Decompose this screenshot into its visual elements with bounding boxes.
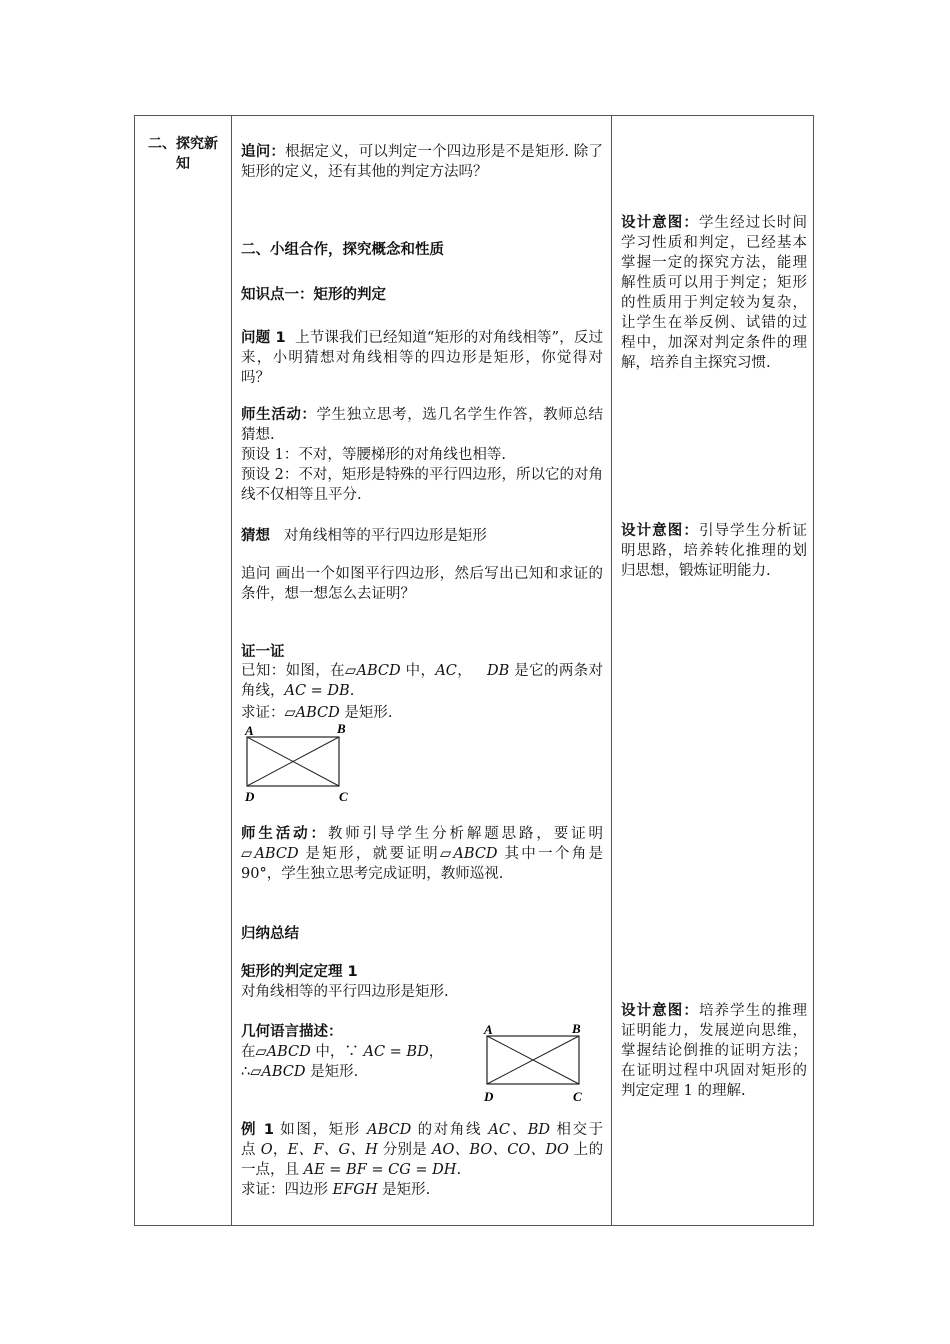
section-label-text: 二、探究新知 (148, 136, 218, 172)
rectangle-figure-1 (241, 721, 351, 803)
to-prove-statement: 求证：▱ABCD 是矩形. (241, 705, 393, 721)
prove-heading: 证一证 (241, 644, 285, 660)
label-b-2: B (572, 1021, 581, 1036)
teacher-student-activity-2: 师生活动：教师引导学生分析解题思路，要证明▱ABCD 是矩形，就要证明▱ABCD 其中一个角是 90°，学生独立思考完成证明，教师巡视. (241, 826, 604, 882)
problem-1: 问题 1 上节课我们已经知道“矩形的对角线相等”，反过来，小明猜想对角线相等的四边形是矩形，你觉得对吗？ (241, 330, 603, 386)
knowledge-point-heading: 知识点一：矩形的判定 (241, 287, 386, 303)
rectangle-figure-2 (481, 1019, 591, 1103)
lesson-table (134, 115, 814, 1226)
label-c-2: C (573, 1089, 582, 1103)
geometry-language: 几何语言描述： 在▱ABCD 中，∵ AC = BD， ∴▱ABCD 是矩形. (241, 1024, 444, 1080)
given-statement: 已知：如图，在▱ABCD 中，AC， DB 是它的两条对角线，AC = DB. (241, 663, 604, 699)
preset-2: 预设 2：不对，矩形是特殊的平行四边形，所以它的对角线不仅相等且平分. (241, 467, 603, 503)
label-b: B (337, 721, 346, 736)
summary-heading: 归纳总结 (241, 926, 299, 942)
group-heading: 二、小组合作，探究概念和性质 (241, 242, 444, 258)
design-note-1: 设计意图：学生经过长时间学习性质和判定，已经基本掌握一定的探究方法，能理解性质可以用于判定；矩形的性质用于判定较为复杂，让学生在举反例、试错的过程中，加深对判定条件的理解，培养自主探究习惯. (621, 215, 808, 371)
label-a-2: A (484, 1022, 493, 1037)
followup-2: 追问 画出一个如图平行四边形，然后写出已知和求证的条件，想一想怎么去证明？ (241, 566, 603, 602)
label-c: C (339, 789, 348, 803)
section-label (135, 134, 231, 174)
column-divider-2 (611, 116, 612, 1225)
example-1: 例 1 如图，矩形 ABCD 的对角线 AC、BD 相交于点 O，E、F、G、H 分别是 AO、BO、CO、DO 上的一点，且 AE = BF = CG = DH. 求证：四边形 EFGH 是矩形. (241, 1122, 604, 1198)
conjecture: 猜想 对角线相等的平行四边形是矩形 (241, 528, 487, 544)
design-note-3: 设计意图：培养学生的推理证明能力，发展逆向思维，掌握结论倒推的证明方法；在证明过程中巩固对矩形的判定定理 1 的理解. (621, 1003, 808, 1099)
label-d-2: D (484, 1089, 494, 1103)
theorem-1: 矩形的判定定理 1 对角线相等的平行四边形是矩形. (241, 964, 449, 1000)
followup-question: 追问：根据定义，可以判定一个四边形是不是矩形. 除了矩形的定义，还有其他的判定方法吗？ (241, 144, 604, 180)
teacher-student-activity-1: 师生活动：学生独立思考，选几名学生作答，教师总结猜想. 预设 1：不对，等腰梯形的对角线也相等. 预设 2：不对，矩形是特殊的平行四边形，所以它的对角线不仅相等且平分. (241, 407, 604, 503)
design-note-2: 设计意图：引导学生分析证明思路，培养转化推理的划归思想，锻炼证明能力. (621, 523, 808, 579)
label-a: A (245, 723, 254, 738)
column-divider-1 (231, 116, 232, 1225)
label-d: D (245, 789, 255, 803)
preset-1: 预设 1：不对，等腰梯形的对角线也相等. (241, 447, 506, 463)
